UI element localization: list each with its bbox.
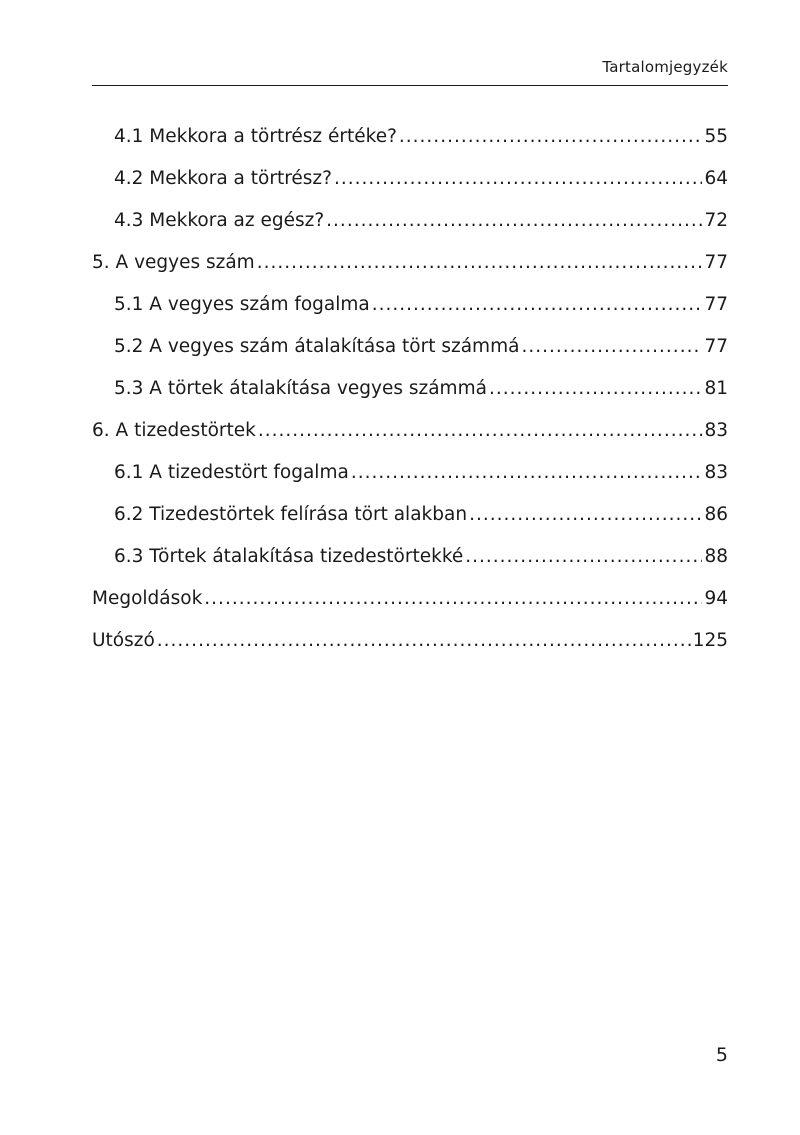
- table-of-contents: [92, 116, 728, 662]
- toc-entry-4-2[interactable]: [92, 158, 728, 200]
- toc-entry-page: 86: [704, 504, 728, 525]
- toc-leader-dots: [257, 242, 703, 284]
- toc-entry-page: 64: [704, 168, 728, 189]
- toc-entry-page: 77: [704, 294, 728, 315]
- toc-leader-dots: [465, 536, 702, 578]
- header-rule: [92, 85, 728, 86]
- toc-leader-dots: [258, 410, 703, 452]
- running-header: Tartalomjegyzék: [602, 58, 728, 76]
- toc-leader-dots: [521, 326, 702, 368]
- toc-entry-4-3[interactable]: [92, 200, 728, 242]
- toc-entry-page: 125: [692, 630, 728, 651]
- toc-entry-title: 5.3 A törtek átalakítása vegyes számmá: [114, 378, 487, 399]
- toc-entry-title: 5.2 A vegyes szám átalakítása tört számmá: [114, 336, 520, 357]
- toc-entry-6-1[interactable]: [92, 452, 728, 494]
- toc-leader-dots: [351, 452, 703, 494]
- toc-leader-dots: [334, 158, 703, 200]
- toc-leader-dots: [489, 368, 703, 410]
- toc-entry-title: 6. A tizedestörtek: [92, 420, 256, 441]
- toc-entry-title: 4.1 Mekkora a törtrész értéke?: [114, 126, 397, 147]
- toc-entry-4-1[interactable]: [92, 116, 728, 158]
- toc-entry-title: 6.2 Tizedestörtek felírása tört alakban: [114, 504, 468, 525]
- toc-entry-title: 6.3 Törtek átalakítása tizedestörtekké: [114, 546, 464, 567]
- toc-entry-title: Megoldások: [92, 588, 203, 609]
- toc-entry-title: 6.1 A tizedestört fogalma: [114, 462, 349, 483]
- toc-entry-title: 5. A vegyes szám: [92, 252, 255, 273]
- toc-entry-page: 55: [704, 126, 728, 147]
- toc-leader-dots: [372, 284, 703, 326]
- toc-entry-title: 5.1 A vegyes szám fogalma: [114, 294, 370, 315]
- toc-leader-dots: [204, 578, 702, 620]
- toc-entry-megoldasok[interactable]: [92, 578, 728, 620]
- page-number: 5: [715, 1044, 728, 1066]
- toc-leader-dots: [399, 116, 703, 158]
- toc-entry-page: 83: [704, 420, 728, 441]
- toc-entry-page: 77: [704, 252, 728, 273]
- toc-leader-dots: [157, 620, 691, 662]
- toc-entry-page: 81: [704, 378, 728, 399]
- toc-entry-title: 4.3 Mekkora az egész?: [114, 210, 325, 231]
- toc-entry-6-2[interactable]: [92, 494, 728, 536]
- toc-entry-title: Utószó: [92, 630, 155, 651]
- toc-entry-5[interactable]: [92, 242, 728, 284]
- toc-entry-6[interactable]: [92, 410, 728, 452]
- toc-entry-page: 77: [704, 336, 728, 357]
- toc-entry-5-3[interactable]: [92, 368, 728, 410]
- toc-entry-5-1[interactable]: [92, 284, 728, 326]
- toc-entry-6-3[interactable]: [92, 536, 728, 578]
- toc-entry-title: 4.2 Mekkora a törtrész?: [114, 168, 332, 189]
- toc-entry-page: 94: [704, 588, 728, 609]
- toc-entry-utoszo[interactable]: [92, 620, 728, 662]
- toc-entry-page: 72: [704, 210, 728, 231]
- toc-entry-5-2[interactable]: [92, 326, 728, 368]
- toc-leader-dots: [326, 200, 702, 242]
- toc-entry-page: 83: [704, 462, 728, 483]
- toc-leader-dots: [469, 494, 702, 536]
- toc-entry-page: 88: [704, 546, 728, 567]
